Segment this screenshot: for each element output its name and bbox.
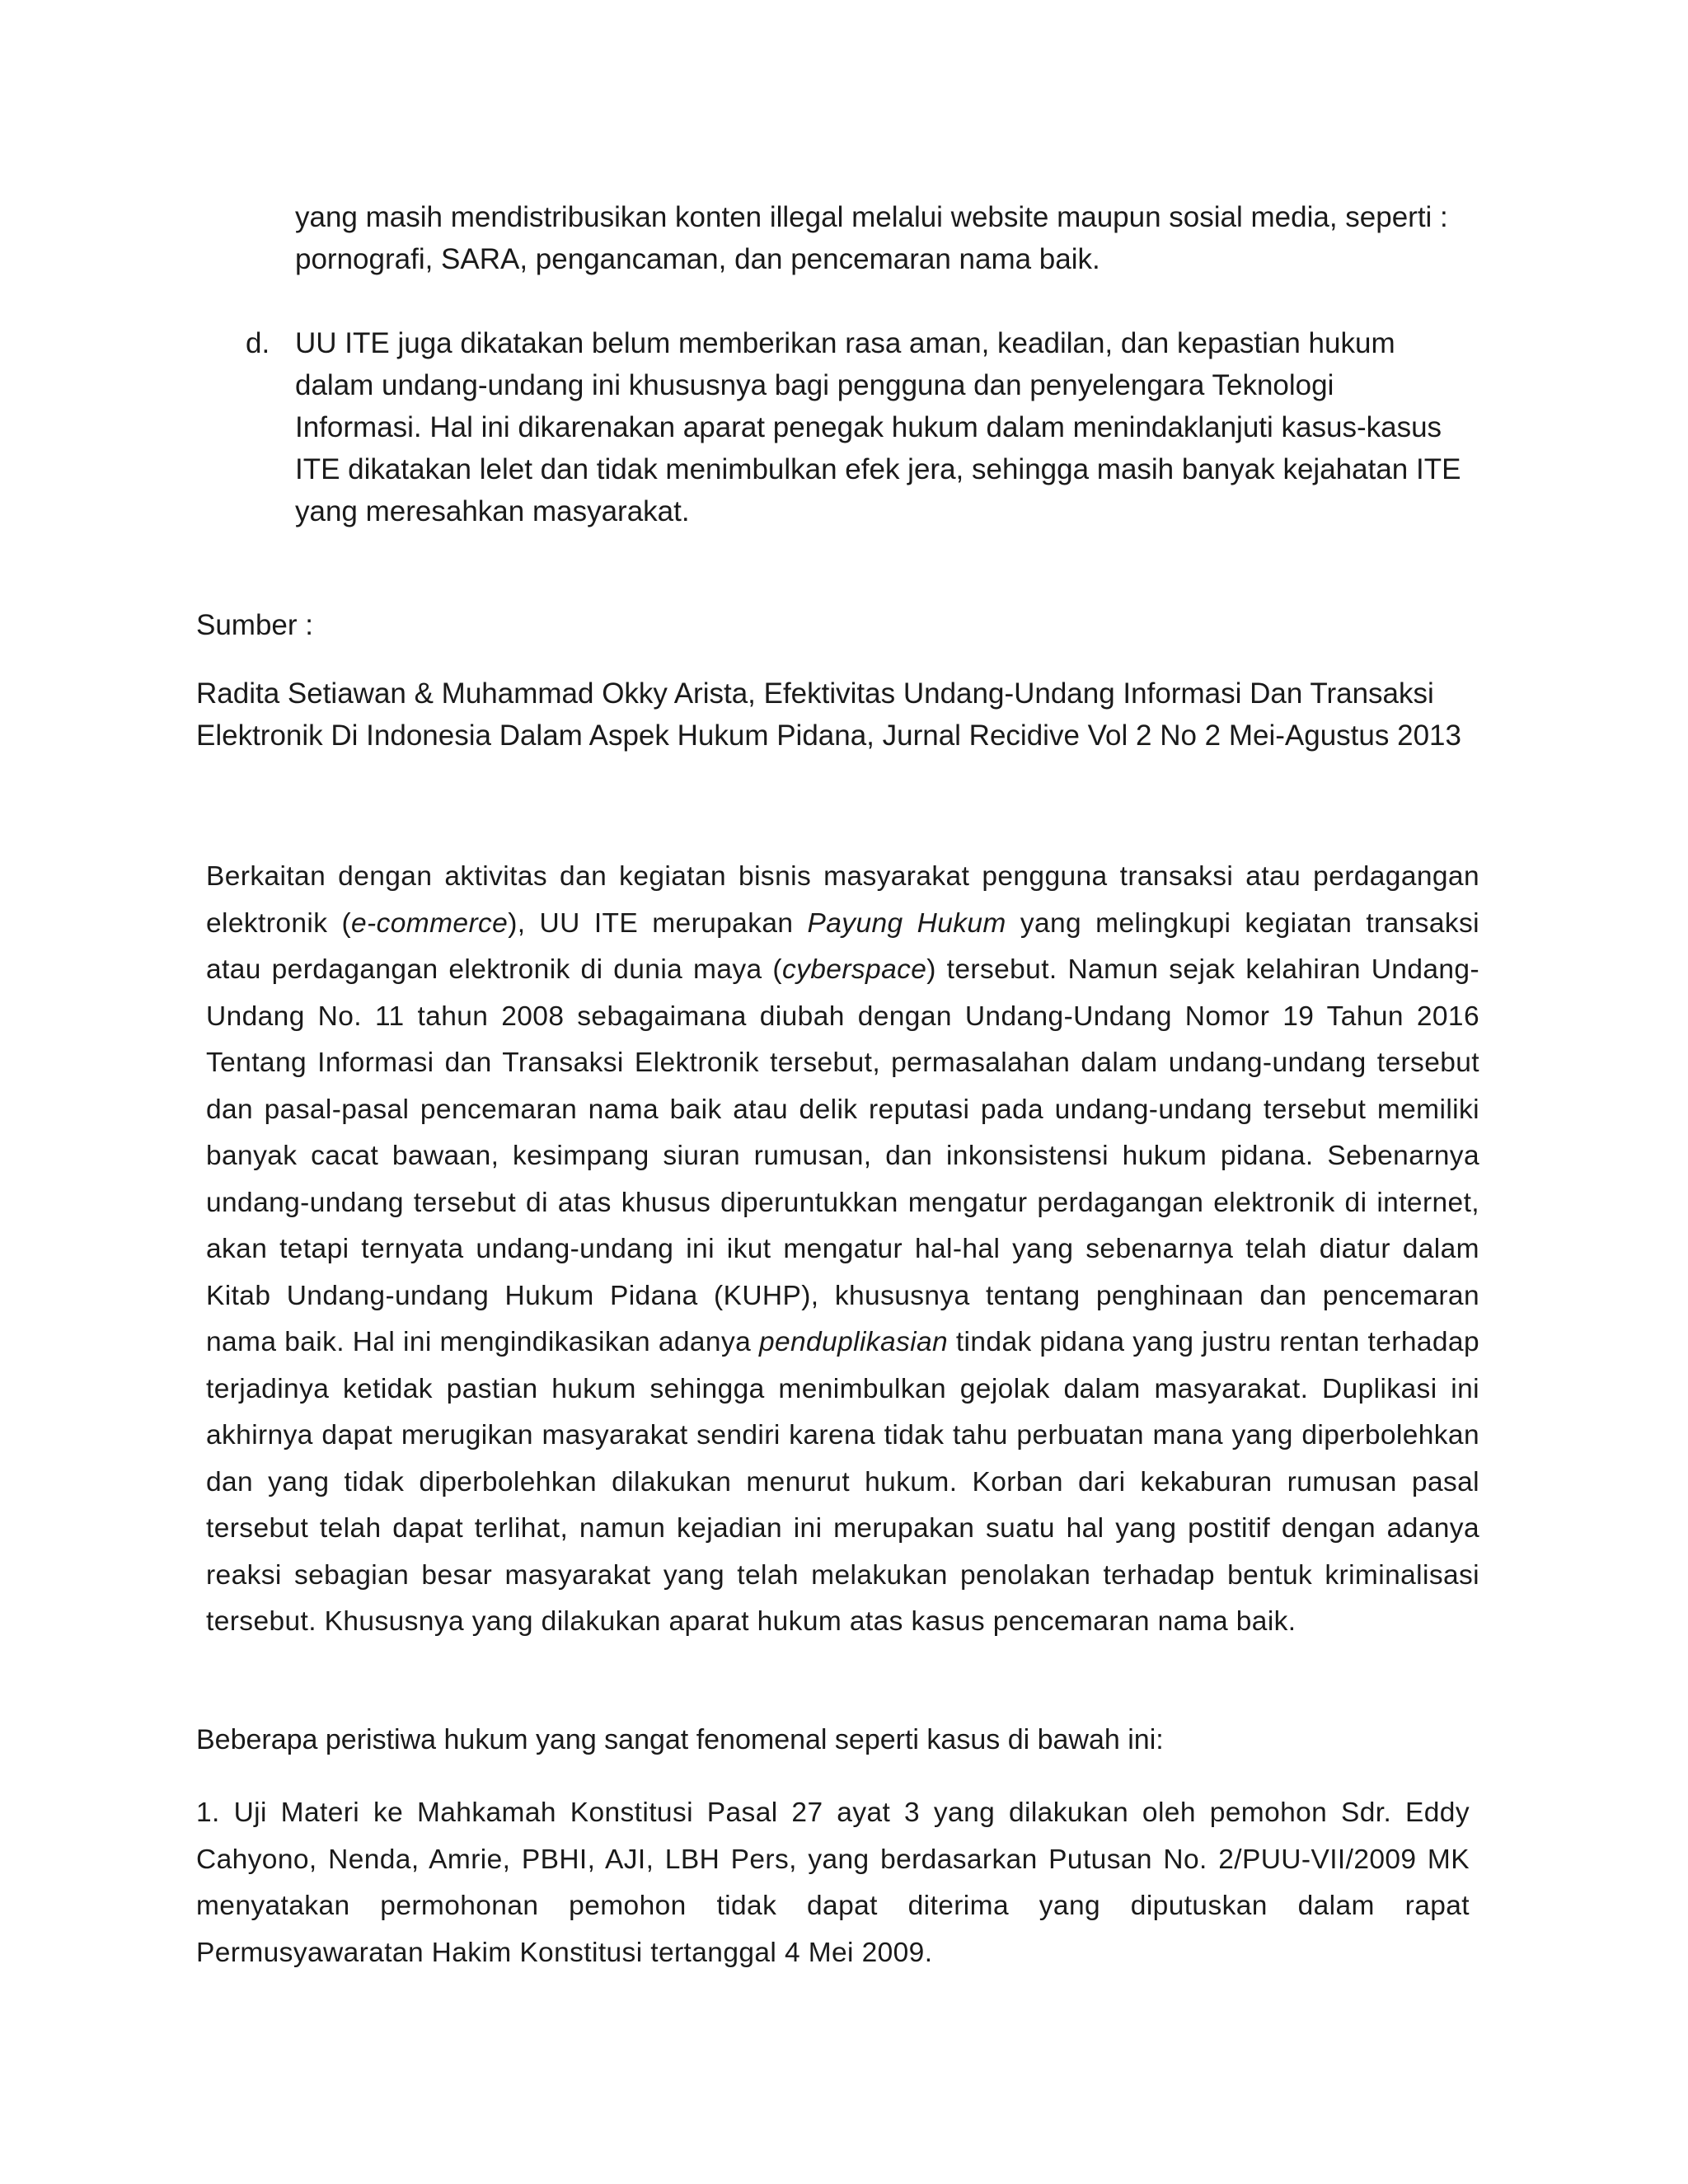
italic-term: Payung Hukum — [807, 907, 1006, 939]
list-marker: d. — [246, 327, 270, 359]
italic-term: penduplikasian — [758, 1327, 949, 1357]
main-text-part: Berkaitan dengan aktivitas dan kegiatan bisnis masyarakat pengguna transaksi atau perdagangan elektronik ( — [206, 861, 1479, 939]
main-text-part: ) tersebut. Namun sejak kelahiran Undang-Undang No. 11 tahun 2008 sebagaimana diubah dengan Undang-Undang Nomor 19 Tahun 2016 Tentang Informasi dan Transaksi Elektronik tersebut, permasalahan dalam undang-undang tersebut dan pasal-pasal pencemaran nama baik atau delik reputasi pada undang-undang tersebut memiliki banyak cacat bawaan, kesimpang siuran rumusan, dan inkonsistensi hukum pidana. Sebenarnya undang-undang tersebut di atas khusus diperuntukkan mengatur perdagangan elektronik di internet, akan tetapi ternyata undang-undang ini ikut mengatur hal-hal yang sebenarnya telah diatur dalam Kitab Undang-undang Hukum Pidana (KUHP), khususnya tentang penghinaan dan pencemaran nama baik. Hal ini mengindikasikan adanya — [206, 954, 1480, 1357]
italic-term: cyberspace — [781, 954, 927, 985]
main-text-part: yang melingkupi kegiatan transaksi atau perdagangan elektronik di dunia maya ( — [206, 907, 1480, 985]
main-text-part: tindak pidana yang justru rentan terhadap terjadinya ketidak pastian hukum sehingga menimbulkan gejolak dalam masyarakat. Duplikasi ini akhirnya dapat merugikan masyarakat sendiri karena tidak tahu perbuatan mana yang diperbolehkan dan yang tidak diperbolehkan dilakukan menurut hukum. Korban dari kekaburan rumusan pasal tersebut telah dapat terlihat, namun kejadian ini merupakan suatu hal yang postitif dengan adanya reaksi sebagian besar masyarakat yang telah melakukan penolakan terhadap bentuk kriminalisasi tersebut. Khususnya yang dilakukan aparat hukum atas kasus pencemaran nama baik. — [206, 1327, 1479, 1637]
case-paragraph-1: 1. Uji Materi ke Mahkamah Konstitusi Pasal 27 ayat 3 yang dilakukan oleh pemohon Sdr. Eddy Cahyono, Nenda, Amrie, PBHI, AJI, LBH Pers, yang berdasarkan Putusan No. 2/PUU-VII/2009 MK menyatakan permohonan pemohon tidak dapat diterima yang diputuskan dalam rapat Permusyawaratan Hakim Konstitusi tertanggal 4 Mei 2009. — [196, 1797, 1470, 1968]
main-text-part: ), UU ITE merupakan — [508, 907, 808, 939]
intro-paragraph: Beberapa peristiwa hukum yang sangat fenomenal seperti kasus di bawah ini: — [196, 1724, 1164, 1755]
list-item-text: UU ITE juga dikatakan belum memberikan rasa aman, keadilan, dan kepastian hukum dalam undang-undang ini khususnya bagi pengguna dan penyelengara Teknologi Informasi. Hal ini dikarenakan aparat penegak hukum dalam menindaklanjuti kasus-kasus ITE dikatakan lelet dan tidak menimbulkan efek jera, sehingga masih banyak kejahatan ITE yang meresahkan masyarakat. — [295, 327, 1461, 527]
source-reference: Radita Setiawan & Muhammad Okky Arista, Efektivitas Undang-Undang Informasi Dan Transaksi Elektronik Di Indonesia Dalam Aspek Hukum Pidana, Jurnal Recidive Vol 2 No 2 Mei-Agustus 2013 — [196, 677, 1461, 752]
continuation-paragraph: yang masih mendistribusikan konten illegal melalui website maupun sosial media, seperti : pornografi, SARA, pengancaman, dan pencemaran nama baik. — [295, 201, 1448, 275]
italic-term: e-commerce — [351, 907, 509, 939]
source-label: Sumber : — [196, 609, 313, 641]
main-paragraph — [206, 854, 1479, 1646]
